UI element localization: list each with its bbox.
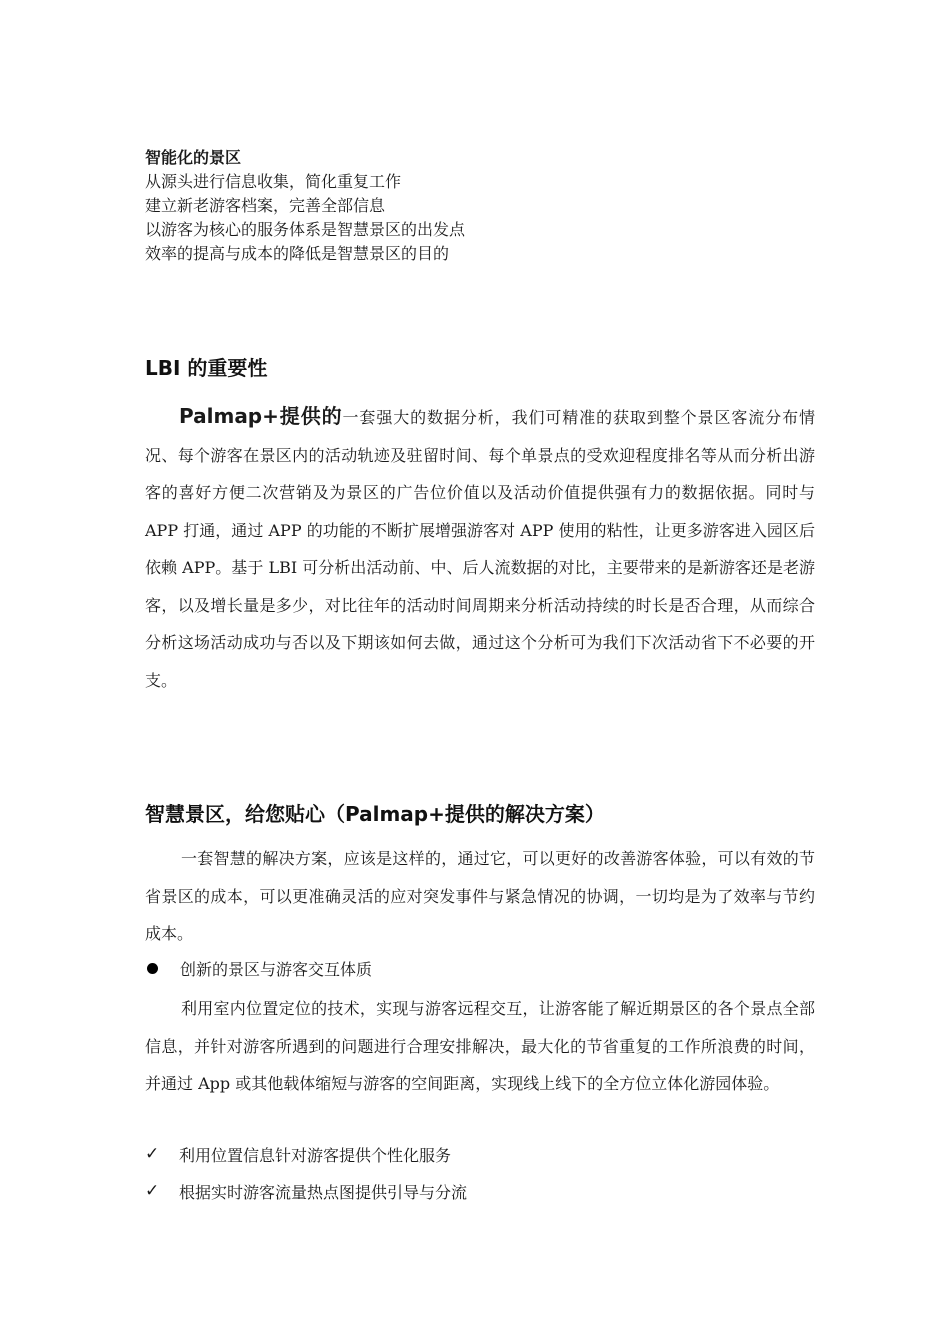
- check-item: [145, 1139, 451, 1169]
- checkmark-icon: ✓: [145, 1144, 160, 1164]
- bullet-item: [145, 953, 372, 983]
- bullet-label: 创新的景区与游客交互体质: [180, 959, 373, 979]
- check-item-label: 根据实时游客流量热点图提供引导与分流: [179, 1182, 468, 1202]
- solution-heading: 智慧景区，给您贴心（Palmap+提供的解决方案）: [145, 802, 605, 826]
- intro-line: 从源头进行信息收集，简化重复工作: [145, 172, 402, 191]
- intro-line: 效率的提高与成本的降低是智慧景区的目的: [145, 244, 450, 263]
- lbi-lead: Palmap+提供的: [179, 404, 343, 428]
- intro-line: 以游客为核心的服务体系是智慧景区的出发点: [145, 220, 466, 239]
- lbi-body: 一套强大的数据分析，我们可精准的获取到整个景区客流分布情况、每个游客在景区内的活动轨迹及驻留时间、每个单景点的受欢迎程度排名等从而分析出游客的喜好方便二次营销及为景区的广告位价值以及活动价值提供强有力的数据依据。同时与 APP 打通，通过 APP 的功能的不断扩展增强游客对 APP 使用的粘性，让更多游客进入园区后依赖 APP。基于 LBI 可分析出活动前、中、后人流数据的对比，主要带来的是新游客还是老游客，以及增长量是多少，对比往年的活动时间周期来分析活动持续的时长是否合理，从而综合分析这场活动成功与否以及下期该如何去做，通过这个分析可为我们下次活动省下不必要的开支。: [145, 408, 815, 690]
- intro-title: 智能化的景区: [145, 148, 242, 167]
- check-item-label: 利用位置信息针对游客提供个性化服务: [179, 1145, 452, 1165]
- bullet-paragraph: 利用室内位置定位的技术，实现与游客远程交互，让游客能了解近期景区的各个景点全部信息，并针对游客所遇到的问题进行合理安排解决，最大化的节省重复的工作所浪费的时间，并通过 App 或其他载体缩短与游客的空间距离，实现线上线下的全方位立体化游园体验。: [145, 999, 815, 1093]
- intro-line: 建立新老游客档案，完善全部信息: [145, 196, 386, 215]
- check-item: [145, 1176, 467, 1206]
- intro-section: [145, 146, 815, 266]
- checkmark-icon: ✓: [145, 1181, 160, 1201]
- lbi-paragraph: [145, 398, 815, 699]
- lbi-heading: LBI 的重要性: [145, 356, 268, 380]
- solution-paragraph: 一套智慧的解决方案，应该是这样的，通过它，可以更好的改善游客体验，可以有效的节省景区的成本，可以更准确灵活的应对突发事件与紧急情况的协调，一切均是为了效率与节约成本。: [145, 849, 815, 943]
- bullet-dot-icon: [147, 963, 158, 974]
